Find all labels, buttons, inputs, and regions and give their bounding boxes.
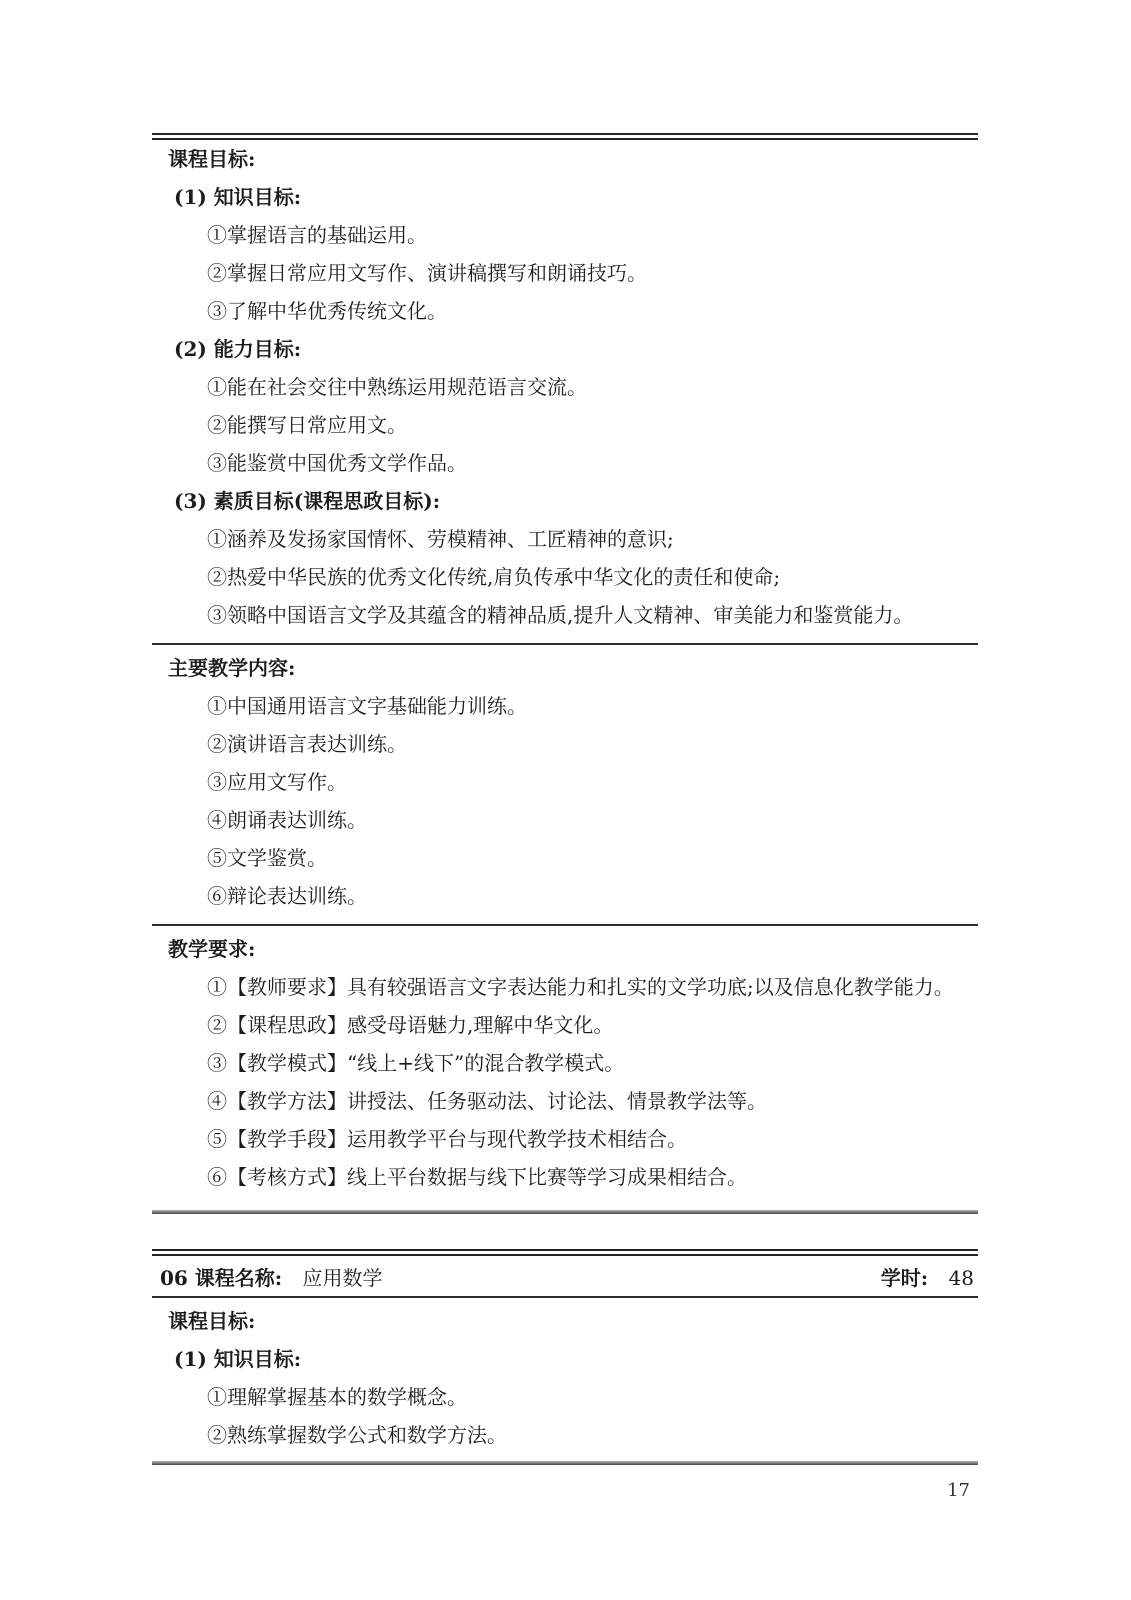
requirement-item: ⑥【考核方式】线上平台数据与线下比赛等学习成果相结合。 [207, 1165, 747, 1189]
divider-thick-page-break [152, 1461, 978, 1465]
subsection-quality-goals: (3) 素质目标(课程思政目标): [174, 489, 441, 513]
subsection-knowledge-goals: (1) 知识目标: [174, 1347, 302, 1371]
content-item: ⑤文学鉴赏。 [207, 846, 327, 870]
section-heading-objectives: 课程目标: [168, 147, 256, 171]
syllabus-content [152, 133, 978, 1465]
requirement-item: ②【课程思政】感受母语魅力,理解中华文化。 [207, 1013, 614, 1037]
content-item: ①中国通用语言文字基础能力训练。 [207, 694, 527, 718]
divider-double-course-header [152, 1249, 978, 1256]
section-heading-teaching-content: 主要教学内容: [168, 656, 296, 680]
subsection-ability-goals: (2) 能力目标: [174, 337, 302, 361]
course-hours-value: 48 [948, 1265, 974, 1290]
content-item: ⑥辩论表达训练。 [207, 884, 367, 908]
divider-double-top [152, 133, 978, 140]
section-heading-objectives: 课程目标: [168, 1309, 256, 1333]
requirement-item: ⑤【教学手段】运用教学平台与现代教学技术相结合。 [207, 1127, 687, 1151]
objective-item: ②热爱中华民族的优秀文化传统,肩负传承中华文化的责任和使命; [207, 565, 781, 589]
objective-item: ③了解中华优秀传统文化。 [207, 299, 447, 323]
objective-item: ①涵养及发扬家国情怀、劳模精神、工匠精神的意识; [207, 527, 674, 551]
objective-item: ①能在社会交往中熟练运用规范语言交流。 [207, 375, 587, 399]
objective-item: ①掌握语言的基础运用。 [207, 223, 427, 247]
objective-item: ③能鉴赏中国优秀文学作品。 [207, 451, 467, 475]
requirement-item: ④【教学方法】讲授法、任务驱动法、讨论法、情景教学法等。 [207, 1089, 767, 1113]
divider-single [152, 1296, 978, 1298]
course-hours-label: 学时: [880, 1265, 929, 1290]
content-item: ③应用文写作。 [207, 770, 347, 794]
requirement-item: ①【教师要求】具有较强语言文字表达能力和扎实的文学功底;以及信息化教学能力。 [207, 975, 954, 999]
section-heading-teaching-requirements: 教学要求: [168, 937, 256, 961]
divider-single [152, 643, 978, 645]
objective-item: ①理解掌握基本的数学概念。 [207, 1385, 467, 1409]
course-title-row [152, 1256, 978, 1296]
course-name-group [160, 1262, 383, 1291]
objective-item: ②能撰写日常应用文。 [207, 413, 407, 437]
requirement-item: ③【教学模式】“线上+线下”的混合教学模式。 [207, 1051, 625, 1075]
objective-item: ②掌握日常应用文写作、演讲稿撰写和朗诵技巧。 [207, 261, 647, 285]
content-item: ④朗诵表达训练。 [207, 808, 367, 832]
objective-item: ③领略中国语言文学及其蕴含的精神品质,提升人文精神、审美能力和鉴赏能力。 [207, 603, 914, 627]
course-name-value: 应用数学 [302, 1265, 383, 1290]
objective-item: ②熟练掌握数学公式和数学方法。 [207, 1423, 507, 1447]
divider-thick-course-end [152, 1210, 978, 1214]
content-item: ②演讲语言表达训练。 [207, 732, 407, 756]
subsection-knowledge-goals: (1) 知识目标: [174, 185, 302, 209]
page-number: 17 [947, 1480, 970, 1501]
course-number-label: 06 课程名称: [160, 1265, 283, 1290]
divider-single [152, 924, 978, 926]
course-hours-group [881, 1262, 974, 1291]
